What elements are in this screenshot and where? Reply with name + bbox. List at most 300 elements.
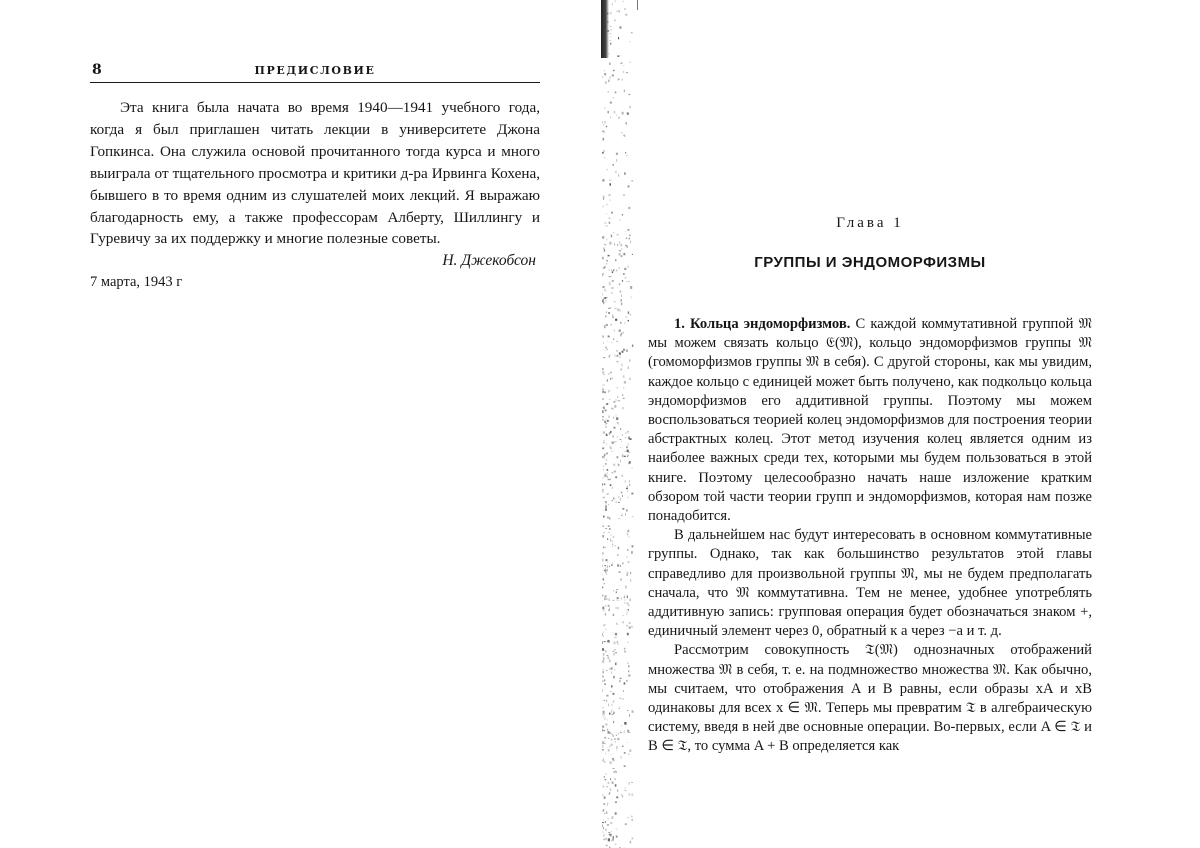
scan-speck	[617, 554, 619, 555]
scan-speck	[621, 598, 622, 599]
scan-speck	[623, 375, 625, 378]
scan-speck	[613, 269, 614, 271]
scan-speck	[611, 342, 612, 343]
scan-speck	[609, 180, 611, 181]
scan-speck	[630, 378, 631, 380]
scan-speck	[605, 108, 606, 109]
scan-speck	[613, 768, 615, 769]
scan-speck	[602, 76, 603, 78]
scan-speck	[609, 194, 611, 196]
scan-speck	[602, 368, 603, 370]
scan-speck	[605, 528, 607, 529]
scan-speck	[612, 271, 613, 273]
scan-speck	[605, 505, 607, 508]
scan-speck	[609, 40, 610, 41]
scan-speck	[610, 26, 612, 27]
scan-speck	[606, 169, 607, 170]
scan-speck	[604, 150, 605, 152]
scan-speck	[602, 595, 603, 597]
scan-speck	[604, 384, 605, 386]
scan-speck	[629, 452, 630, 453]
scan-speck	[618, 502, 620, 503]
scan-speck	[627, 155, 628, 156]
scan-speck	[602, 794, 603, 796]
scan-speck	[626, 349, 628, 352]
scan-speck	[627, 112, 629, 114]
section-heading: 1. Кольца эндоморфизмов.	[674, 316, 851, 332]
scan-speck	[615, 259, 616, 261]
scan-speck	[606, 569, 607, 571]
scan-speck	[606, 434, 607, 436]
scan-speck	[632, 516, 634, 517]
scan-speck	[627, 710, 628, 711]
scan-speck	[626, 281, 627, 282]
scan-speck	[603, 827, 604, 829]
scan-speck	[632, 710, 634, 712]
scan-speck	[612, 693, 614, 695]
scan-speck	[602, 398, 604, 399]
scan-speck	[606, 260, 607, 261]
scan-speck	[619, 117, 620, 119]
scan-speck	[617, 790, 618, 792]
scan-speck	[617, 564, 619, 566]
scan-speck	[630, 572, 631, 574]
scan-speck	[607, 379, 608, 380]
scan-speck	[621, 295, 622, 298]
scan-speck	[610, 539, 611, 542]
scan-speck	[608, 738, 610, 739]
scan-speck	[602, 257, 604, 260]
scan-speck	[626, 509, 627, 511]
running-head	[90, 56, 540, 83]
preface-paragraph: Эта книга была начата во время 1940—1941 учебного года, когда я был приглашен читать лекции в университете Джона Гопкинса. Она служила основой прочитанного тогда курса и много выиграла от тщательного просмотра и критики д-ра Ирвинга Кохена, бывшего в то время одним из слушателей моих лекций. Я выражаю благодарность ему, а также профессорам Алберту, Шиллингу и Гуревичу за их поддержку и многие полезные советы.	[90, 99, 540, 248]
scan-speck	[607, 655, 609, 656]
scan-speck	[603, 836, 604, 837]
scan-speck	[608, 91, 609, 92]
preface-date: 7 марта, 1943 г	[90, 274, 183, 291]
scan-speck	[611, 269, 612, 271]
scan-speck	[607, 641, 608, 643]
scan-speck	[605, 821, 606, 823]
scan-speck	[609, 668, 611, 670]
scan-speck	[615, 742, 616, 743]
scan-speck	[616, 829, 618, 830]
scan-speck	[615, 770, 616, 771]
scan-speck	[603, 267, 605, 269]
scan-speck	[603, 741, 605, 742]
scan-speck	[627, 229, 629, 231]
scan-speck	[606, 213, 607, 214]
scan-speck	[603, 730, 605, 731]
scan-speck	[631, 782, 633, 783]
scan-speck	[627, 730, 628, 732]
scan-speck	[620, 55, 621, 56]
scan-speck	[624, 90, 625, 93]
scan-speck	[610, 372, 612, 374]
scan-speck	[615, 92, 617, 94]
scan-speck	[610, 479, 611, 481]
scan-speck	[613, 70, 615, 71]
scan-speck	[624, 730, 625, 733]
scan-speck	[605, 350, 606, 351]
scan-speck	[622, 214, 623, 216]
gutter-scan-noise	[600, 0, 638, 848]
scan-speck	[619, 267, 620, 269]
scan-speck	[606, 599, 608, 600]
scan-speck	[603, 251, 604, 252]
scan-speck	[606, 811, 607, 813]
scan-speck	[623, 398, 625, 399]
scan-speck	[616, 414, 617, 416]
scan-speck	[617, 309, 619, 312]
scan-speck	[627, 603, 629, 605]
scan-speck	[628, 281, 630, 282]
scan-speck	[602, 371, 604, 374]
scan-speck	[603, 809, 604, 811]
scan-speck	[609, 528, 610, 530]
scan-speck	[631, 793, 633, 796]
scan-speck	[603, 510, 605, 511]
scan-speck	[604, 796, 606, 798]
scan-speck	[620, 706, 621, 707]
scan-speck	[623, 65, 625, 66]
scan-speck	[613, 712, 614, 714]
scan-speck	[617, 422, 618, 423]
scan-speck	[603, 374, 604, 375]
scan-speck	[605, 300, 606, 303]
scan-speck	[628, 817, 629, 818]
scan-speck	[624, 682, 626, 684]
chapter-label: Глава 1	[836, 215, 904, 231]
scan-speck	[623, 407, 624, 409]
scan-speck	[608, 704, 609, 707]
scan-speck	[611, 739, 613, 741]
scan-speck	[632, 816, 633, 818]
scan-speck	[628, 320, 629, 322]
scan-speck	[629, 480, 630, 483]
scan-speck	[613, 417, 614, 418]
scan-speck	[608, 80, 609, 83]
scan-speck	[624, 8, 626, 10]
scan-speck	[616, 153, 618, 155]
scan-speck	[630, 841, 632, 844]
scan-speck	[609, 518, 611, 519]
scan-speck	[602, 484, 603, 486]
scan-speck	[610, 33, 612, 34]
scan-speck	[606, 126, 607, 127]
scan-speck	[613, 435, 614, 437]
scan-speck	[624, 456, 626, 457]
scan-speck	[602, 680, 603, 682]
scan-speck	[607, 476, 609, 478]
scan-speck	[625, 437, 626, 438]
scan-speck	[614, 354, 615, 355]
scan-speck	[605, 453, 606, 454]
scan-speck	[602, 749, 603, 751]
scan-speck	[602, 293, 603, 295]
scan-speck	[602, 729, 603, 732]
scan-speck	[604, 737, 606, 739]
scan-speck	[623, 135, 625, 136]
scan-speck	[617, 597, 619, 599]
scan-speck	[620, 369, 622, 371]
scan-speck	[610, 778, 611, 780]
scan-speck	[625, 322, 626, 324]
scan-speck	[611, 754, 612, 755]
scan-speck	[605, 613, 606, 615]
scan-speck	[602, 385, 603, 387]
scan-speck	[602, 335, 604, 338]
scan-speck	[608, 312, 610, 314]
scan-speck	[602, 760, 604, 762]
scan-speck	[615, 171, 616, 173]
scan-speck	[626, 72, 628, 73]
scan-speck	[607, 566, 608, 569]
scan-speck	[620, 460, 621, 463]
scan-speck	[630, 627, 631, 629]
scan-speck	[609, 282, 611, 283]
scan-speck	[612, 487, 613, 489]
scan-speck	[604, 484, 605, 486]
scan-speck	[624, 650, 626, 652]
scan-speck	[611, 840, 612, 842]
scan-speck	[617, 387, 618, 389]
scan-speck	[602, 822, 604, 823]
scan-speck	[630, 106, 631, 108]
scan-speck	[628, 497, 629, 498]
scan-speck	[610, 535, 611, 536]
scan-speck	[620, 244, 622, 247]
scan-speck	[604, 834, 605, 835]
scan-speck	[608, 504, 609, 505]
scan-speck	[624, 732, 625, 734]
scan-speck	[618, 497, 620, 498]
scan-speck	[614, 771, 615, 773]
scan-speck	[624, 766, 626, 767]
scan-speck	[613, 464, 615, 466]
scan-speck	[612, 541, 613, 542]
scan-speck	[603, 299, 605, 300]
scan-speck	[614, 243, 615, 245]
scan-speck	[632, 819, 633, 821]
scan-speck	[610, 448, 611, 449]
scan-speck	[627, 661, 628, 662]
scan-speck	[610, 242, 612, 243]
scan-speck	[604, 223, 606, 224]
scan-speck	[615, 633, 617, 636]
scan-speck	[625, 14, 627, 16]
scan-speck	[622, 332, 623, 334]
scan-speck	[610, 183, 612, 185]
scan-speck	[619, 680, 620, 682]
scan-speck	[610, 378, 611, 380]
scan-speck	[618, 708, 620, 709]
scan-speck	[611, 762, 612, 764]
scan-speck	[607, 803, 609, 804]
scan-speck	[606, 419, 607, 420]
scan-speck	[603, 785, 604, 787]
scan-speck	[612, 3, 613, 6]
scan-speck	[622, 796, 623, 797]
scan-speck	[604, 598, 605, 601]
scan-speck	[625, 317, 627, 318]
scan-speck	[604, 547, 605, 548]
scan-speck	[602, 236, 604, 239]
scan-speck	[626, 625, 628, 627]
scan-speck	[603, 653, 605, 656]
scan-speck	[611, 704, 613, 706]
scan-speck	[614, 442, 615, 443]
scan-speck	[624, 136, 626, 137]
scan-speck	[626, 446, 628, 448]
scan-speck	[616, 159, 617, 162]
scan-speck	[616, 661, 617, 662]
scan-speck	[621, 725, 622, 726]
scan-speck	[621, 248, 622, 249]
scan-speck	[632, 838, 634, 840]
scan-speck	[629, 484, 630, 486]
scan-speck	[611, 36, 612, 37]
scan-speck	[602, 660, 604, 662]
scan-speck	[604, 683, 606, 685]
scan-speck	[613, 722, 614, 723]
scan-speck	[602, 448, 604, 450]
scan-speck	[603, 650, 605, 651]
scan-speck	[613, 590, 614, 591]
scan-speck	[620, 291, 622, 293]
scan-speck	[612, 709, 613, 710]
scan-speck	[607, 469, 609, 471]
scan-speck	[628, 754, 630, 755]
scan-speck	[618, 464, 620, 467]
scan-speck	[603, 532, 605, 533]
scan-speck	[624, 172, 626, 175]
scan-speck	[613, 614, 614, 616]
scan-speck	[622, 434, 623, 436]
scan-speck	[605, 571, 606, 574]
scan-speck	[614, 111, 616, 114]
scan-speck	[606, 444, 607, 445]
scan-speck	[618, 607, 619, 609]
scan-speck	[607, 349, 608, 350]
scan-speck	[602, 274, 603, 276]
scan-speck	[623, 387, 624, 388]
scan-speck	[612, 544, 613, 545]
scan-speck	[607, 824, 609, 825]
scan-speck	[617, 55, 619, 57]
scan-speck	[603, 632, 604, 633]
scan-speck	[604, 249, 605, 251]
scan-speck	[612, 500, 613, 501]
scan-speck	[615, 663, 616, 665]
scan-speck	[629, 714, 630, 716]
scan-speck	[602, 675, 603, 677]
scan-speck	[614, 20, 616, 21]
scan-speck	[613, 721, 615, 722]
scan-speck	[610, 834, 612, 837]
scan-speck	[602, 535, 604, 538]
scan-speck	[627, 557, 628, 558]
scan-speck	[602, 273, 604, 274]
scan-speck	[615, 778, 616, 780]
scan-speck	[630, 359, 631, 361]
scan-speck	[603, 716, 604, 717]
scan-speck	[625, 586, 627, 589]
scan-speck	[615, 844, 617, 845]
scan-speck	[615, 319, 617, 321]
scan-speck	[607, 473, 608, 474]
paragraph-3: Рассмотрим совокупность 𝔗(𝔐) однозначных отображений множества 𝔐 в себя, т. е. на подмножество множества 𝔐. Как обычно, мы считаем, что отображения A и B равны, если образы xA и xB одинаковы для всех x ∈ 𝔐. Теперь мы превратим 𝔗 в алгебраическую систему, введя в ней две основные операции. Во-первых, если A ∈ 𝔗 и B ∈ 𝔗, то сумма A + B определяется как	[648, 642, 1092, 755]
scan-tick-mark	[637, 0, 638, 10]
scan-speck	[603, 442, 605, 443]
scan-speck	[609, 598, 610, 601]
scan-speck	[617, 396, 618, 398]
scan-speck	[604, 289, 605, 291]
scan-speck	[602, 152, 604, 154]
scan-speck	[603, 546, 604, 548]
scan-speck	[631, 626, 633, 628]
scan-speck	[604, 244, 605, 245]
scan-speck	[602, 565, 603, 566]
paragraph-2: В дальнейшем нас будут интересовать в основном коммутативные группы. Однако, так как большинство результатов этой главы справедливо для произвольной группы 𝔐, мы не будем предполагать сначала, что 𝔐 коммутативна. Тем не менее, удобнее употреблять аддитивную запись: групповая операция будет обозначаться знаком +, единичный элемент через 0, обратный к a через −a и т. д.	[648, 527, 1092, 640]
scan-speck	[605, 723, 607, 725]
scan-speck	[610, 354, 611, 356]
scan-speck	[621, 492, 623, 493]
scan-speck	[610, 484, 612, 486]
scan-speck	[611, 671, 612, 674]
scan-speck	[605, 410, 606, 412]
scan-speck	[629, 235, 631, 236]
chapter-body	[648, 315, 1092, 757]
scan-speck	[619, 26, 621, 28]
scan-speck	[621, 303, 622, 306]
scan-speck	[603, 525, 604, 527]
scan-speck	[603, 248, 604, 250]
scan-speck	[618, 738, 620, 740]
scan-speck	[612, 75, 614, 77]
scan-speck	[603, 820, 604, 821]
scan-speck	[622, 615, 624, 616]
scan-speck	[614, 738, 616, 740]
scan-speck	[616, 735, 617, 736]
scan-speck	[613, 760, 615, 762]
scan-speck	[623, 690, 624, 692]
scan-speck	[629, 793, 631, 795]
scan-speck	[631, 32, 632, 33]
scan-speck	[616, 623, 617, 625]
scan-speck	[628, 609, 629, 610]
scan-speck	[620, 309, 621, 312]
scan-speck	[619, 329, 621, 331]
scan-speck	[603, 131, 605, 134]
scan-speck	[622, 364, 623, 367]
scan-speck	[611, 816, 613, 819]
scan-speck	[603, 610, 604, 611]
scan-speck	[604, 596, 605, 598]
scan-speck	[619, 253, 621, 256]
scan-speck	[602, 607, 603, 609]
scan-speck	[616, 796, 618, 798]
scan-speck	[622, 699, 624, 700]
scan-speck	[606, 829, 607, 831]
scan-speck	[619, 283, 620, 285]
scan-speck	[619, 571, 621, 572]
scan-speck	[627, 455, 629, 456]
scan-speck	[604, 679, 605, 681]
scan-speck	[602, 745, 603, 748]
scan-speck	[609, 62, 610, 65]
scan-speck	[605, 838, 607, 840]
